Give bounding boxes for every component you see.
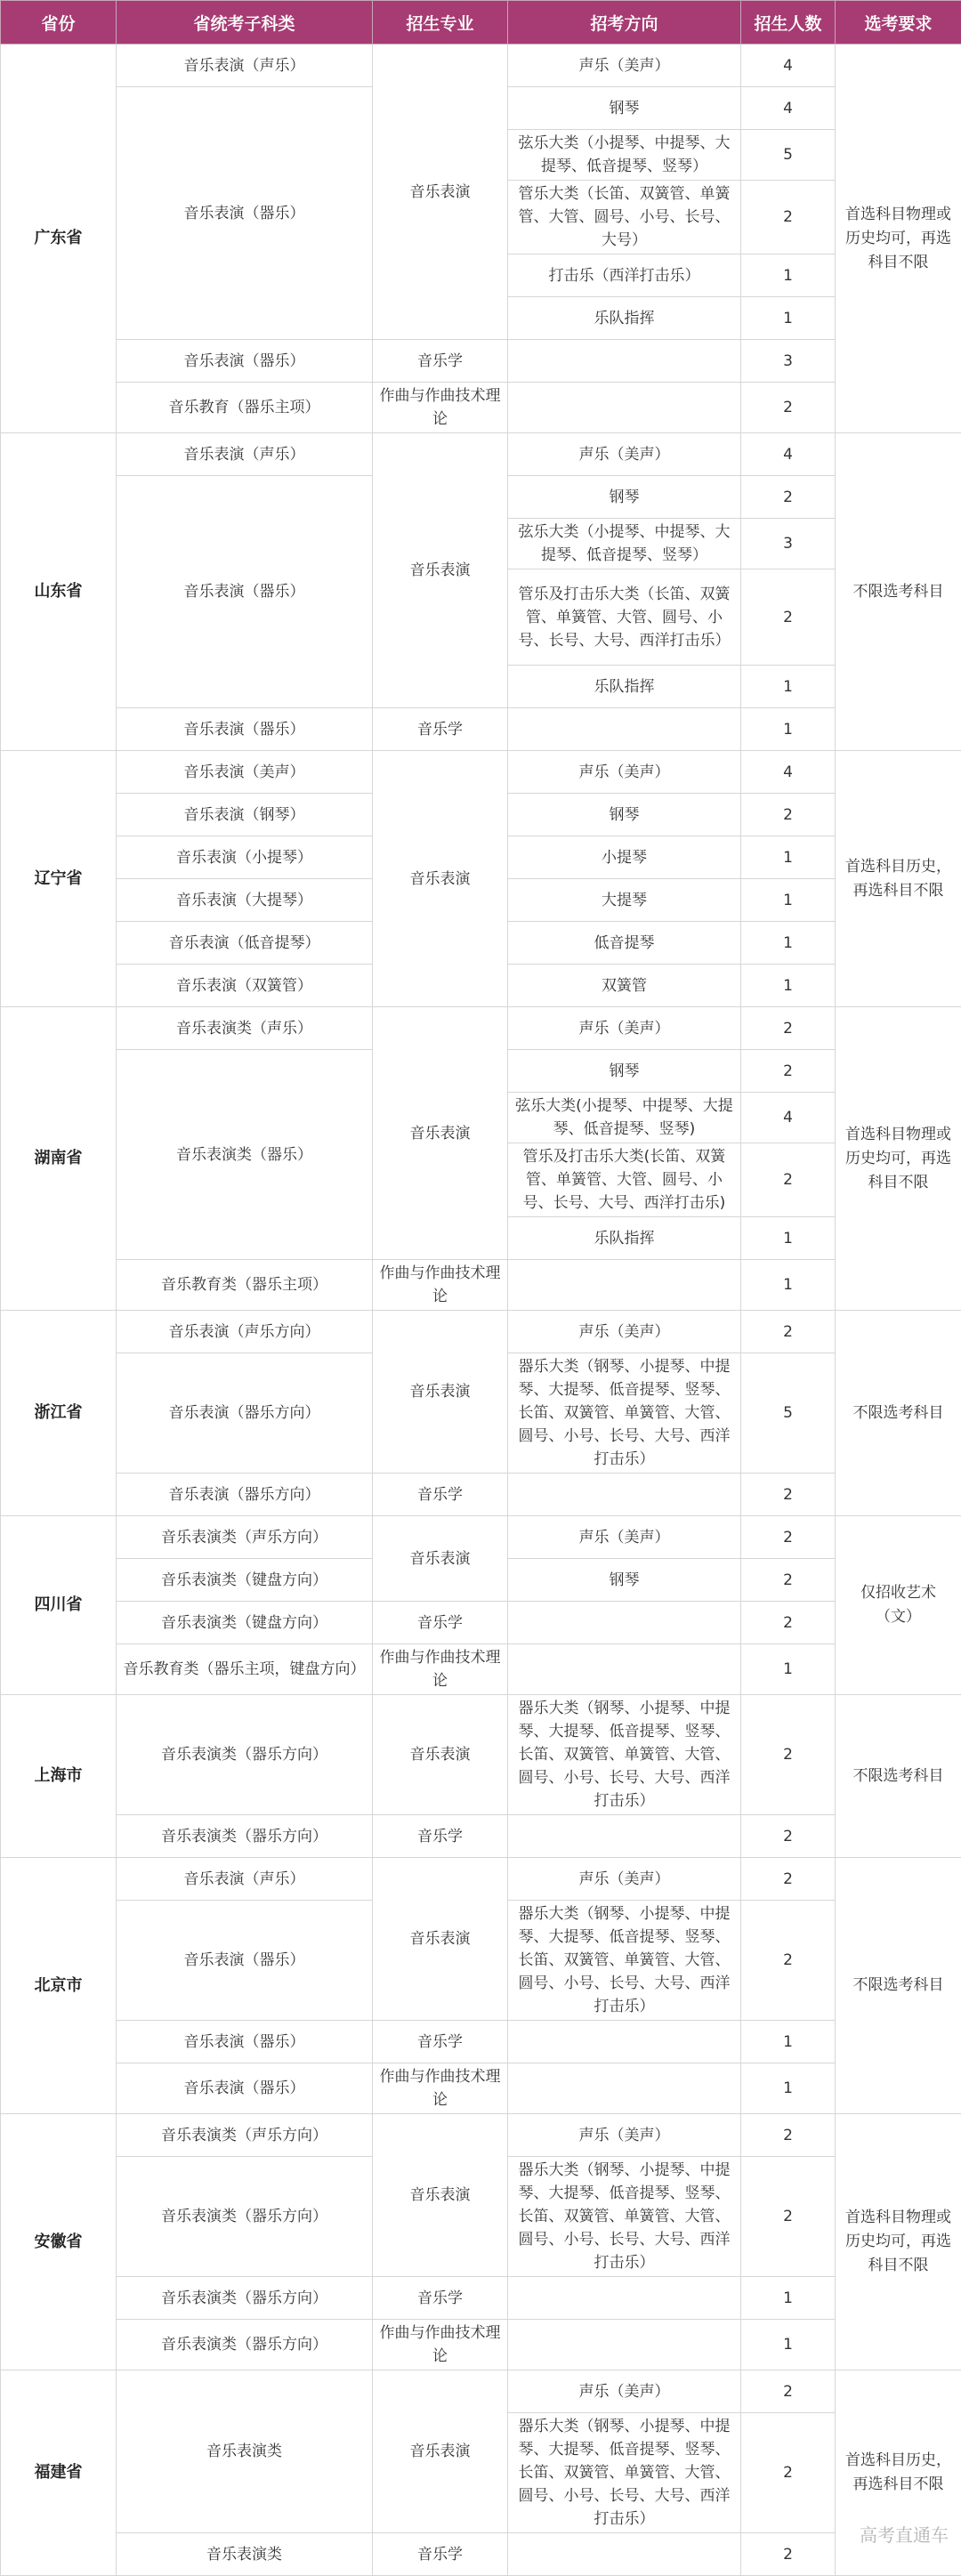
province-cell: 上海市: [1, 1695, 117, 1858]
subject-cell: 音乐教育（器乐主项）: [117, 383, 373, 433]
major-cell: 作曲与作曲技术理论: [373, 2320, 508, 2370]
requirement-cell: 不限选考科目: [836, 1858, 961, 2114]
count-cell: 1: [741, 965, 836, 1007]
count-cell: 2: [741, 1901, 836, 2021]
direction-cell: [508, 2063, 741, 2114]
table-row: [1, 44, 961, 87]
subject-cell: 音乐表演类（声乐方向）: [117, 2114, 373, 2157]
major-cell: 音乐学: [373, 340, 508, 383]
major-cell: 音乐学: [373, 2021, 508, 2063]
major-cell: 音乐学: [373, 2277, 508, 2320]
count-cell: 1: [741, 254, 836, 297]
table-row: [1, 2533, 961, 2576]
direction-cell: [508, 1602, 741, 1644]
header-major: 招生专业: [373, 1, 508, 44]
requirement-cell: 首选科目物理或历史均可，再选科目不限: [836, 2114, 961, 2370]
direction-cell: [508, 1644, 741, 1695]
count-cell: 1: [741, 2320, 836, 2370]
subject-cell: 音乐表演（器乐）: [117, 340, 373, 383]
count-cell: 1: [741, 1260, 836, 1311]
requirement-cell: 首选科目物理或历史均可，再选科目不限: [836, 1007, 961, 1311]
direction-cell: 钢琴: [508, 794, 741, 836]
table-row: [1, 2370, 961, 2413]
direction-cell: [508, 383, 741, 433]
count-cell: 2: [741, 1516, 836, 1559]
count-cell: 3: [741, 519, 836, 569]
table-row: [1, 1602, 961, 1644]
table-row: [1, 2021, 961, 2063]
direction-cell: 乐队指挥: [508, 666, 741, 708]
major-cell: 音乐表演: [373, 1311, 508, 1474]
province-cell: 山东省: [1, 433, 117, 751]
count-cell: 1: [741, 836, 836, 879]
major-cell: 音乐表演: [373, 2370, 508, 2533]
direction-cell: 弦乐大类（小提琴、中提琴、大提琴、低音提琴、竖琴）: [508, 519, 741, 569]
direction-cell: [508, 2320, 741, 2370]
direction-cell: [508, 708, 741, 751]
direction-cell: [508, 1474, 741, 1516]
major-cell: 音乐表演: [373, 751, 508, 1007]
direction-cell: 器乐大类（钢琴、小提琴、中提琴、大提琴、低音提琴、竖琴、长笛、双簧管、单簧管、大管、圆号、小号、长号、大号、西洋打击乐）: [508, 1901, 741, 2021]
direction-cell: 小提琴: [508, 836, 741, 879]
major-cell: 作曲与作曲技术理论: [373, 1260, 508, 1311]
requirement-cell: 不限选考科目: [836, 1311, 961, 1516]
count-cell: 2: [741, 1602, 836, 1644]
table-row: [1, 1858, 961, 1901]
count-cell: 5: [741, 130, 836, 181]
count-cell: 2: [741, 794, 836, 836]
subject-cell: 音乐表演类: [117, 2533, 373, 2576]
table-row: [1, 1311, 961, 1353]
count-cell: 4: [741, 87, 836, 130]
count-cell: 1: [741, 666, 836, 708]
direction-cell: 器乐大类（钢琴、小提琴、中提琴、大提琴、低音提琴、竖琴、长笛、双簧管、单簧管、大管、圆号、小号、长号、大号、西洋打击乐）: [508, 2157, 741, 2277]
direction-cell: [508, 2021, 741, 2063]
header-requirement: 选考要求: [836, 1, 961, 44]
subject-cell: 音乐表演类（器乐方向）: [117, 2277, 373, 2320]
subject-cell: 音乐表演（器乐）: [117, 2021, 373, 2063]
table-row: [1, 708, 961, 751]
major-cell: 音乐表演: [373, 2114, 508, 2277]
province-cell: 浙江省: [1, 1311, 117, 1516]
count-cell: 2: [741, 2413, 836, 2533]
direction-cell: 器乐大类（钢琴、小提琴、中提琴、大提琴、低音提琴、竖琴、长笛、双簧管、单簧管、大管、圆号、小号、长号、大号、西洋打击乐）: [508, 1353, 741, 1474]
table-row: [1, 1474, 961, 1516]
subject-cell: 音乐表演（声乐）: [117, 44, 373, 87]
major-cell: 音乐学: [373, 708, 508, 751]
direction-cell: [508, 1815, 741, 1858]
count-cell: 4: [741, 751, 836, 794]
major-cell: 音乐学: [373, 1474, 508, 1516]
major-cell: 音乐表演: [373, 1007, 508, 1260]
table-row: [1, 1007, 961, 1050]
direction-cell: 声乐（美声）: [508, 1858, 741, 1901]
count-cell: 2: [741, 1311, 836, 1353]
major-cell: 音乐表演: [373, 1695, 508, 1815]
header-row: [1, 1, 961, 44]
header-subject: 省统考子科类: [117, 1, 373, 44]
direction-cell: 钢琴: [508, 87, 741, 130]
count-cell: 2: [741, 2533, 836, 2576]
direction-cell: 声乐（美声）: [508, 2370, 741, 2413]
direction-cell: 钢琴: [508, 476, 741, 519]
direction-cell: 声乐（美声）: [508, 1007, 741, 1050]
table-row: [1, 2277, 961, 2320]
subject-cell: 音乐表演类（器乐）: [117, 1050, 373, 1260]
direction-cell: 声乐（美声）: [508, 751, 741, 794]
direction-cell: 器乐大类（钢琴、小提琴、中提琴、大提琴、低音提琴、竖琴、长笛、双簧管、单簧管、大管、圆号、小号、长号、大号、西洋打击乐）: [508, 2413, 741, 2533]
count-cell: 2: [741, 1474, 836, 1516]
count-cell: 2: [741, 2114, 836, 2157]
count-cell: 2: [741, 1143, 836, 1217]
count-cell: 2: [741, 1695, 836, 1815]
count-cell: 1: [741, 2277, 836, 2320]
count-cell: 1: [741, 708, 836, 751]
subject-cell: 音乐教育类（器乐主项，键盘方向）: [117, 1644, 373, 1695]
count-cell: 4: [741, 433, 836, 476]
subject-cell: 音乐表演类（键盘方向）: [117, 1602, 373, 1644]
subject-cell: 音乐表演（美声）: [117, 751, 373, 794]
direction-cell: 管乐及打击乐大类（长笛、双簧管、单簧管、大管、圆号、小号、长号、大号、西洋打击乐）: [508, 569, 741, 666]
subject-cell: 音乐表演（大提琴）: [117, 879, 373, 922]
watermark-text: 高考直通车: [860, 2521, 949, 2547]
count-cell: 1: [741, 922, 836, 965]
count-cell: 2: [741, 2370, 836, 2413]
subject-cell: 音乐表演（低音提琴）: [117, 922, 373, 965]
count-cell: 2: [741, 383, 836, 433]
direction-cell: 管乐大类（长笛、双簧管、单簧管、大管、圆号、小号、长号、大号）: [508, 181, 741, 254]
subject-cell: 音乐表演（声乐方向）: [117, 1311, 373, 1353]
count-cell: 1: [741, 1217, 836, 1260]
major-cell: 音乐学: [373, 1815, 508, 1858]
table-row: [1, 1516, 961, 1559]
table-row: [1, 751, 961, 794]
direction-cell: 声乐（美声）: [508, 433, 741, 476]
major-cell: 作曲与作曲技术理论: [373, 1644, 508, 1695]
major-cell: 音乐表演: [373, 1858, 508, 2021]
table-row: [1, 1695, 961, 1815]
direction-cell: 大提琴: [508, 879, 741, 922]
subject-cell: 音乐表演（器乐方向）: [117, 1353, 373, 1474]
table-row: [1, 2063, 961, 2114]
requirement-cell: 不限选考科目: [836, 1695, 961, 1858]
count-cell: 4: [741, 44, 836, 87]
requirement-cell: 首选科目历史，再选科目不限: [836, 2370, 961, 2576]
subject-cell: 音乐表演类（声乐方向）: [117, 1516, 373, 1559]
province-cell: 辽宁省: [1, 751, 117, 1007]
count-cell: 2: [741, 181, 836, 254]
province-cell: 广东省: [1, 44, 117, 433]
direction-cell: 低音提琴: [508, 922, 741, 965]
count-cell: 2: [741, 1815, 836, 1858]
subject-cell: 音乐表演类（器乐方向）: [117, 1695, 373, 1815]
major-cell: 音乐表演: [373, 433, 508, 708]
subject-cell: 音乐表演（器乐）: [117, 476, 373, 708]
table-row: [1, 340, 961, 383]
subject-cell: 音乐表演类（器乐方向）: [117, 2320, 373, 2370]
province-cell: 四川省: [1, 1516, 117, 1695]
subject-cell: 音乐表演类（器乐方向）: [117, 2157, 373, 2277]
province-cell: 安徽省: [1, 2114, 117, 2370]
direction-cell: 声乐（美声）: [508, 2114, 741, 2157]
count-cell: 2: [741, 569, 836, 666]
subject-cell: 音乐表演（器乐）: [117, 2063, 373, 2114]
count-cell: 2: [741, 476, 836, 519]
subject-cell: 音乐表演（声乐）: [117, 1858, 373, 1901]
direction-cell: 声乐（美声）: [508, 1311, 741, 1353]
province-cell: 福建省: [1, 2370, 117, 2576]
subject-cell: 音乐教育类（器乐主项）: [117, 1260, 373, 1311]
direction-cell: 钢琴: [508, 1050, 741, 1093]
direction-cell: 乐队指挥: [508, 297, 741, 340]
count-cell: 1: [741, 2021, 836, 2063]
count-cell: 2: [741, 2157, 836, 2277]
province-cell: 北京市: [1, 1858, 117, 2114]
subject-cell: 音乐表演（器乐方向）: [117, 1474, 373, 1516]
table-row: [1, 433, 961, 476]
subject-cell: 音乐表演类: [117, 2370, 373, 2533]
direction-cell: 声乐（美声）: [508, 1516, 741, 1559]
direction-cell: 声乐（美声）: [508, 44, 741, 87]
table-row: [1, 383, 961, 433]
direction-cell: [508, 340, 741, 383]
subject-cell: 音乐表演（小提琴）: [117, 836, 373, 879]
count-cell: 1: [741, 879, 836, 922]
table-row: [1, 1260, 961, 1311]
header-direction: 招考方向: [508, 1, 741, 44]
table-row: [1, 2114, 961, 2157]
direction-cell: [508, 2277, 741, 2320]
direction-cell: 管乐及打击乐大类(长笛、双簧管、单簧管、大管、圆号、小号、长号、大号、西洋打击乐): [508, 1143, 741, 1217]
count-cell: 3: [741, 340, 836, 383]
province-cell: 湖南省: [1, 1007, 117, 1311]
subject-cell: 音乐表演（器乐）: [117, 1901, 373, 2021]
major-cell: 音乐学: [373, 2533, 508, 2576]
table-row: [1, 1644, 961, 1695]
count-cell: 5: [741, 1353, 836, 1474]
major-cell: 音乐表演: [373, 44, 508, 340]
direction-cell: 双簧管: [508, 965, 741, 1007]
direction-cell: 弦乐大类（小提琴、中提琴、大提琴、低音提琴、竖琴）: [508, 130, 741, 181]
requirement-cell: 不限选考科目: [836, 433, 961, 751]
direction-cell: [508, 1260, 741, 1311]
subject-cell: 音乐表演（双簧管）: [117, 965, 373, 1007]
major-cell: 音乐表演: [373, 1516, 508, 1602]
table-row: [1, 2320, 961, 2370]
direction-cell: 钢琴: [508, 1559, 741, 1602]
major-cell: 作曲与作曲技术理论: [373, 2063, 508, 2114]
count-cell: 2: [741, 1858, 836, 1901]
subject-cell: 音乐表演类（键盘方向）: [117, 1559, 373, 1602]
count-cell: 2: [741, 1050, 836, 1093]
major-cell: 音乐学: [373, 1602, 508, 1644]
header-province: 省份: [1, 1, 117, 44]
subject-cell: 音乐表演（声乐）: [117, 433, 373, 476]
count-cell: 2: [741, 1559, 836, 1602]
subject-cell: 音乐表演（器乐）: [117, 87, 373, 340]
table-row: [1, 1815, 961, 1858]
subject-cell: 音乐表演类（声乐）: [117, 1007, 373, 1050]
direction-cell: 乐队指挥: [508, 1217, 741, 1260]
major-cell: 作曲与作曲技术理论: [373, 383, 508, 433]
count-cell: 1: [741, 297, 836, 340]
requirement-cell: 仅招收艺术（文）: [836, 1516, 961, 1695]
subject-cell: 音乐表演（钢琴）: [117, 794, 373, 836]
subject-cell: 音乐表演（器乐）: [117, 708, 373, 751]
direction-cell: 弦乐大类(小提琴、中提琴、大提琴、低音提琴、竖琴): [508, 1093, 741, 1143]
requirement-cell: 首选科目物理或历史均可，再选科目不限: [836, 44, 961, 433]
header-count: 招生人数: [741, 1, 836, 44]
requirement-cell: 首选科目历史，再选科目不限: [836, 751, 961, 1007]
direction-cell: [508, 2533, 741, 2576]
direction-cell: 打击乐（西洋打击乐）: [508, 254, 741, 297]
count-cell: 1: [741, 1644, 836, 1695]
direction-cell: 器乐大类（钢琴、小提琴、中提琴、大提琴、低音提琴、竖琴、长笛、双簧管、单簧管、大管、圆号、小号、长号、大号、西洋打击乐）: [508, 1695, 741, 1815]
count-cell: 4: [741, 1093, 836, 1143]
count-cell: 1: [741, 2063, 836, 2114]
subject-cell: 音乐表演类（器乐方向）: [117, 1815, 373, 1858]
count-cell: 2: [741, 1007, 836, 1050]
